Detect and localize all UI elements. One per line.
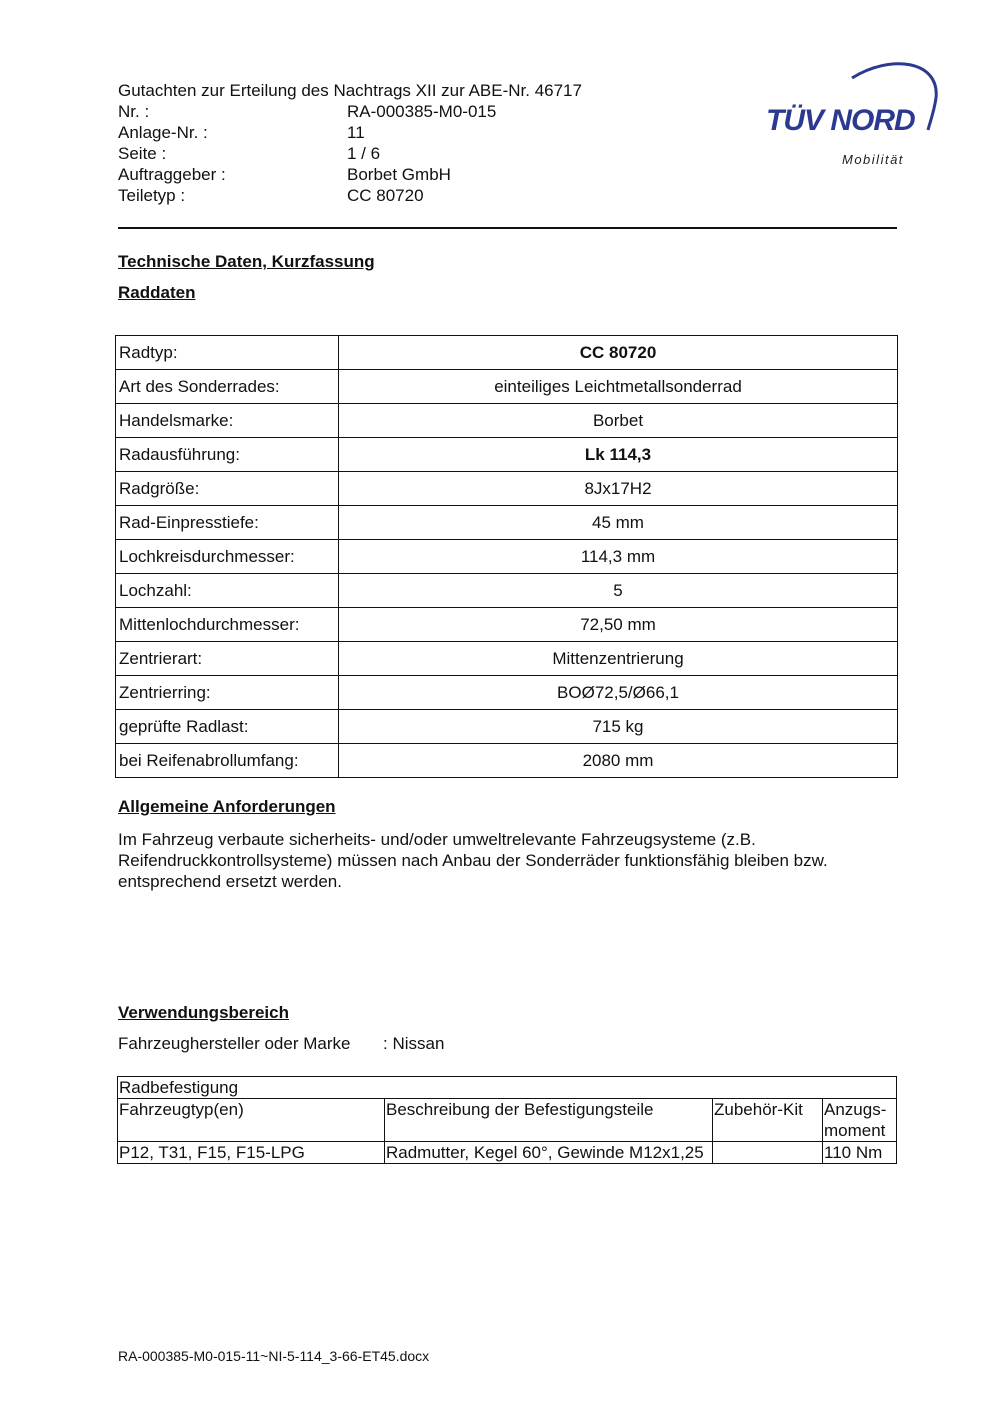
table-header-row: [118, 1099, 897, 1142]
row-label: Art des Sonderrades:: [116, 370, 339, 404]
column-header: Beschreibung der Befestigungsteile: [385, 1099, 713, 1142]
column-header: Anzugs-moment: [823, 1099, 897, 1142]
heading-technische-daten: Technische Daten, Kurzfassung: [118, 252, 375, 271]
header-label: Nr. :: [118, 102, 150, 121]
table-row: [116, 506, 898, 540]
row-value: Borbet: [339, 404, 898, 438]
header-value: 11: [347, 123, 365, 142]
column-header: Fahrzeugtyp(en): [118, 1099, 385, 1142]
header-row-nr: [118, 101, 582, 122]
column-header: Zubehör-Kit: [713, 1099, 823, 1142]
row-value: 5: [339, 574, 898, 608]
document-title: Gutachten zur Erteilung des Nachtrags XII zur ABE-Nr. 46717: [118, 81, 582, 100]
row-label: Lochkreisdurchmesser:: [116, 540, 339, 574]
header-label: Auftraggeber :: [118, 165, 226, 184]
row-value: 72,50 mm: [339, 608, 898, 642]
row-value: BOØ72,5/Ø66,1: [339, 676, 898, 710]
table-cell: P12, T31, F15, F15-LPG: [118, 1142, 385, 1164]
row-label: Handelsmarke:: [116, 404, 339, 438]
table-row: [116, 404, 898, 438]
row-value: Lk 114,3: [339, 438, 898, 472]
header-row-anlage: [118, 122, 582, 143]
header-value: Borbet GmbH: [347, 165, 451, 184]
table-title: Radbefestigung: [118, 1077, 897, 1099]
header-label: Teiletyp :: [118, 186, 186, 205]
row-label: Rad-Einpresstiefe:: [116, 506, 339, 540]
row-value: 2080 mm: [339, 744, 898, 778]
heading-allgemeine-anforderungen: Allgemeine Anforderungen: [118, 797, 336, 816]
table-row: [116, 642, 898, 676]
tuev-nord-logo: [760, 56, 940, 176]
table-cell: 110 Nm: [823, 1142, 897, 1164]
heading-verwendungsbereich: Verwendungsbereich: [118, 1003, 289, 1022]
table-row: [116, 710, 898, 744]
header-divider: [118, 227, 897, 229]
row-label: bei Reifenabrollumfang:: [116, 744, 339, 778]
heading-raddaten: Raddaten: [118, 283, 196, 302]
header-value: 1 / 6: [347, 144, 381, 163]
row-value: CC 80720: [339, 336, 898, 370]
row-label: Mittenlochdurchmesser:: [116, 608, 339, 642]
row-value: 45 mm: [339, 506, 898, 540]
document-footer: RA-000385-M0-015-11~NI-5-114_3-66-ET45.docx: [118, 1348, 430, 1364]
table-row: [116, 744, 898, 778]
row-label: Zentrierart:: [116, 642, 339, 676]
row-value: 8Jx17H2: [339, 472, 898, 506]
hersteller-label: Fahrzeughersteller oder Marke: [118, 1034, 351, 1053]
row-value: 715 kg: [339, 710, 898, 744]
table-row: [116, 574, 898, 608]
table-row: [116, 336, 898, 370]
table-row: [118, 1142, 897, 1164]
row-label: Lochzahl:: [116, 574, 339, 608]
hersteller-line: [118, 1034, 444, 1054]
header-value: CC 80720: [347, 186, 424, 205]
table-row: [116, 608, 898, 642]
radbefestigung-table: [117, 1076, 897, 1164]
row-label: Zentrierring:: [116, 676, 339, 710]
hersteller-value: : Nissan: [383, 1034, 445, 1053]
row-label: Radausführung:: [116, 438, 339, 472]
row-label: Radgröße:: [116, 472, 339, 506]
header-label: Seite :: [118, 144, 167, 163]
table-row: [116, 438, 898, 472]
header-label: Anlage-Nr. :: [118, 123, 208, 142]
header-row-teiletyp: [118, 185, 582, 206]
table-row: [116, 370, 898, 404]
table-row: [116, 540, 898, 574]
table-cell: Radmutter, Kegel 60°, Gewinde M12x1,25: [385, 1142, 713, 1164]
raddaten-table: [115, 335, 898, 778]
row-label: geprüfte Radlast:: [116, 710, 339, 744]
header-row-auftraggeber: [118, 164, 582, 185]
table-cell: [713, 1142, 823, 1164]
row-value: Mittenzentrierung: [339, 642, 898, 676]
row-value: 114,3 mm: [339, 540, 898, 574]
header-row-seite: [118, 143, 582, 164]
document-header: [118, 80, 582, 206]
row-value: einteiliges Leichtmetallsonderrad: [339, 370, 898, 404]
header-value: RA-000385-M0-015: [347, 102, 497, 121]
row-label: Radtyp:: [116, 336, 339, 370]
logo-subtitle: Mobilität: [842, 152, 904, 167]
table-row: [116, 472, 898, 506]
table-title-row: [118, 1077, 897, 1099]
logo-brand: TÜV NORD: [766, 104, 915, 137]
allgemeine-paragraph: Im Fahrzeug verbaute sicherheits- und/oder umweltrelevante Fahrzeugsysteme (z.B. Reifendruckkontrollsysteme) müssen nach Anbau der Sonderräder funktionsfähig bleiben bzw. entsprechend ersetzt werden.: [118, 830, 828, 891]
table-row: [116, 676, 898, 710]
